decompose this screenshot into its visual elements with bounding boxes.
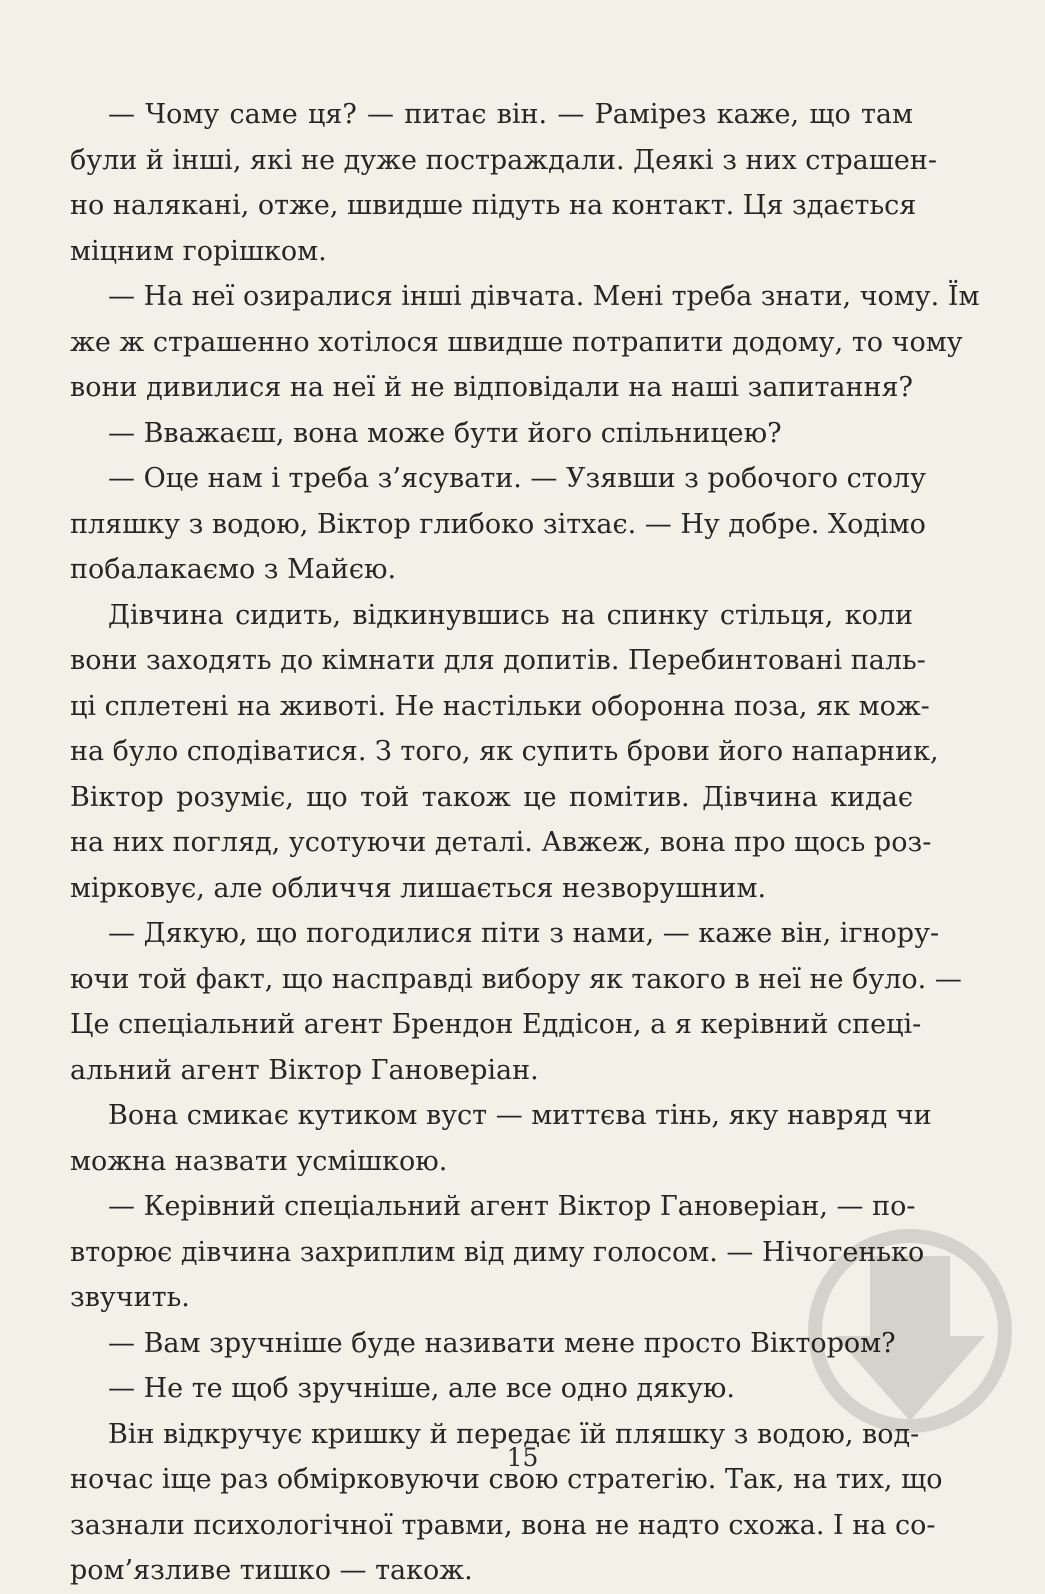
text-line: вони дивилися на неї й не відповідали на наші запитання? — [70, 372, 913, 403]
page-number: 15 — [506, 1443, 539, 1472]
text-line: ночас іще раз обмірковуючи свою стратегію. Так, на тих, що — [70, 1464, 943, 1495]
text-line: міцним горішком. — [70, 235, 327, 267]
text-line: Вона смикає кутиком вуст — миттєва тінь, яку навряд чи — [108, 1100, 932, 1131]
text-line: — Не те щоб зручніше, але все одно дякую. — [108, 1373, 735, 1404]
text-line: мірковує, але обличчя лишається незворушним. — [70, 872, 767, 904]
text-line: на було сподіватися. З того, як супить брови його напарник, — [70, 736, 939, 767]
text-line: ці сплетені на животі. Не настільки оборонна поза, як мож- — [70, 690, 930, 722]
text-line: були й інші, які не дуже постраждали. Деякі з них страшен- — [70, 144, 937, 176]
text-line: но налякані, отже, швидше підуть на контакт. Ця здається — [70, 190, 917, 221]
text-line: зазнали психологічної травми, вона не надто схожа. І на со- — [70, 1509, 936, 1541]
text-line: пляшку з водою, Віктор глибоко зітхає. — Ну добре. Ходімо — [70, 508, 926, 540]
text-line: побалакаємо з Майєю. — [70, 554, 397, 585]
text-line: вони заходять до кімнати для допитів. Перебинтовані паль- — [70, 645, 926, 676]
text-line: вторює дівчина захриплим від диму голосом. — Нічогенько — [70, 1236, 925, 1268]
text-line: можна назвати усмішкою. — [70, 1145, 448, 1177]
text-line: на них погляд, усотуючи деталі. Авжеж, вона про щось роз- — [70, 827, 932, 858]
text-line: — Вважаєш, вона може бути його спільницею? — [108, 417, 782, 449]
text-line: ючи той факт, що насправді вибору як такого в неї не було. — — [70, 963, 962, 995]
text-line: — Керівний спеціальний агент Віктор Гановеріан, — по- — [108, 1191, 916, 1222]
text-line: — Оце нам і треба з’ясувати. — Узявши з робочого столу — [108, 463, 926, 494]
text-line: ром’язливе тишко — також. — [70, 1555, 473, 1586]
text-line: звучить. — [70, 1282, 190, 1313]
page-body-text — [70, 92, 980, 1594]
text-line: — Дякую, що погодилися піти з нами, — каже він, ігнору- — [108, 918, 940, 949]
text-line: — Чому саме ця? — питає він. — Рамірез каже, що там — [108, 99, 913, 130]
text-line: — На неї озиралися інші дівчата. Мені треба знати, чому. Їм — [108, 281, 980, 312]
text-line: альний агент Віктор Гановеріан. — [70, 1054, 539, 1086]
text-line: Він відкручує кришку й передає їй пляшку з водою, вод- — [108, 1418, 920, 1450]
text-line: же ж страшенно хотілося швидше потрапити додому, то чому — [70, 326, 963, 358]
text-line: Віктор розуміє, що той також це помітив. Дівчина кидає — [70, 781, 913, 813]
text-line: Дівчина сидить, відкинувшись на спинку стільця, коли — [108, 599, 913, 631]
text-line: — Вам зручніше буде називати мене просто Віктором? — [108, 1327, 896, 1359]
text-line: Це спеціальний агент Брендон Еддісон, а я керівний спеці- — [70, 1009, 922, 1040]
download-arrow-watermark-icon — [800, 1216, 1020, 1446]
